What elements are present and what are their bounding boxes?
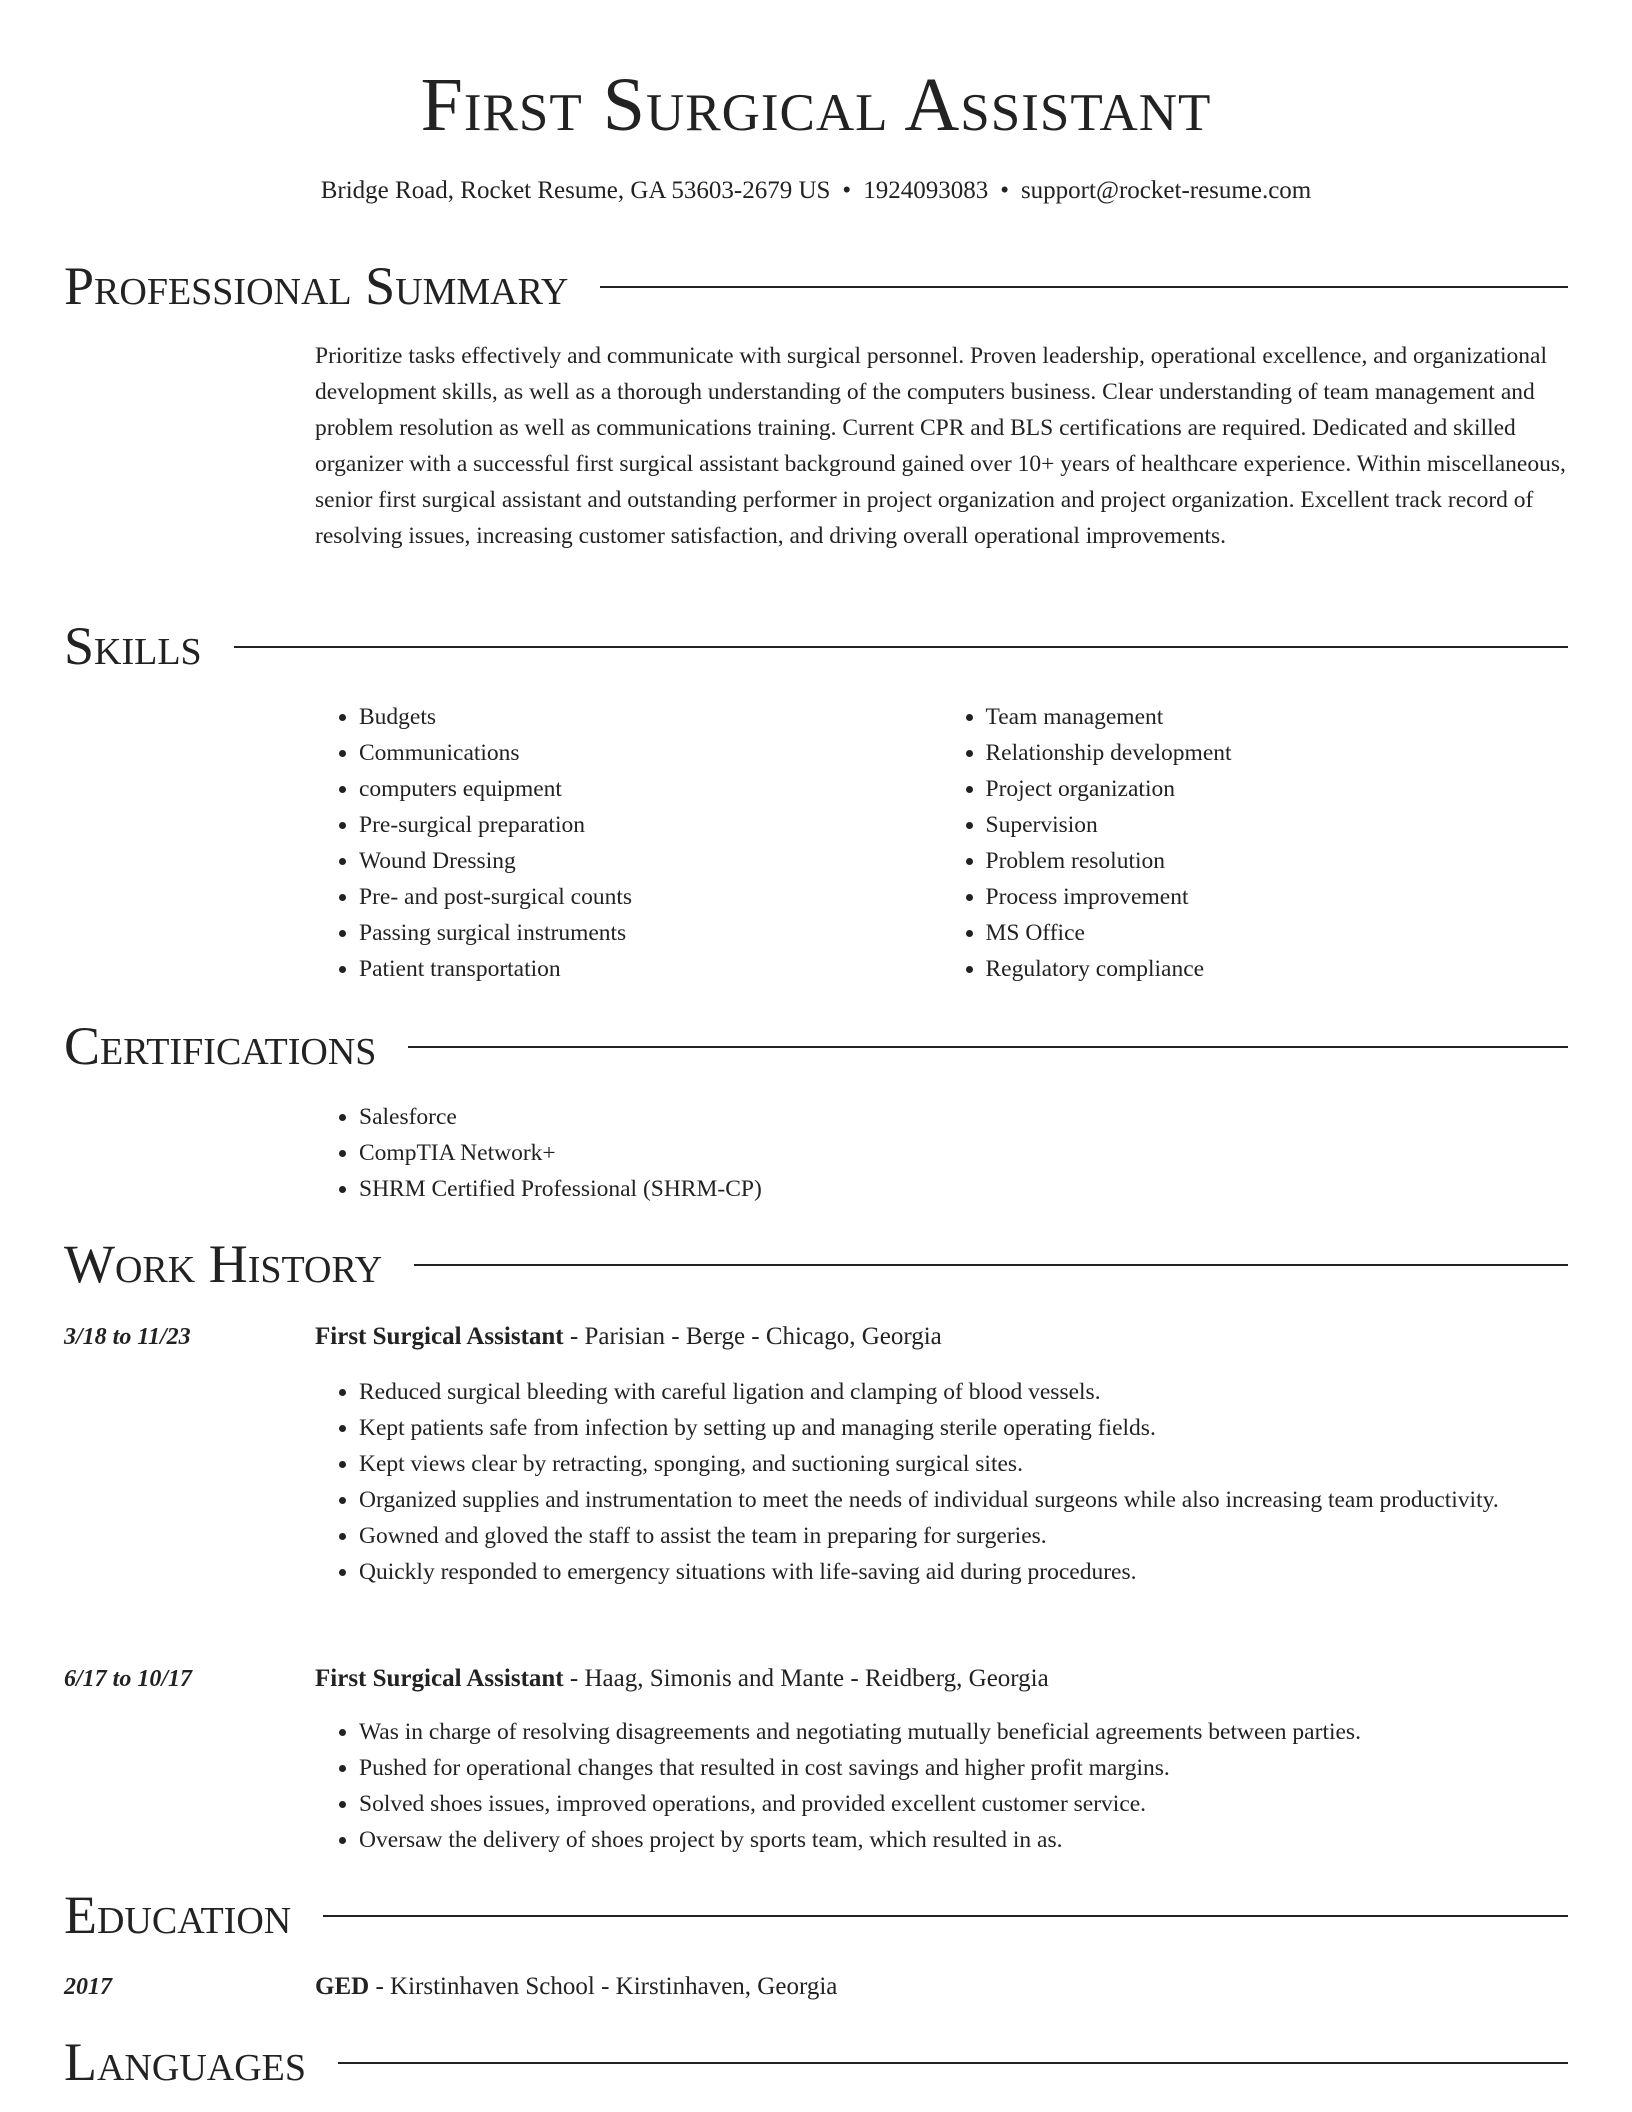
contact-address: Bridge Road, Rocket Resume, GA 53603-2679 US xyxy=(320,177,831,204)
list-item: • Regulatory compliance xyxy=(986,951,1569,987)
work-heading xyxy=(64,1232,1568,1296)
list-item: • Relationship development xyxy=(986,735,1569,771)
list-item: • Project organization xyxy=(986,771,1569,807)
contact-line xyxy=(0,173,1632,209)
education-heading xyxy=(64,1883,1568,1947)
list-item: • Salesforce xyxy=(359,1099,1568,1135)
job-bullets xyxy=(315,1714,1568,1858)
education-year: 2017 xyxy=(64,1974,112,2000)
work-title: Work History xyxy=(64,1234,383,1294)
job-title: First Surgical Assistant xyxy=(315,1323,564,1350)
list-item: • Budgets xyxy=(359,699,942,735)
list-item: • Organized supplies and instrumentation to meet the needs of individual surgeons while also increasing team productivity. xyxy=(359,1482,1568,1518)
skills-heading xyxy=(64,614,1568,678)
resume-name: First Surgical Assistant xyxy=(420,63,1212,147)
list-item: • Pushed for operational changes that resulted in cost savings and higher profit margins. xyxy=(359,1750,1568,1786)
job-dates: 6/17 to 10/17 xyxy=(64,1666,193,1692)
list-item: • Team management xyxy=(986,699,1569,735)
languages-heading xyxy=(64,2030,1568,2094)
skills-column-left xyxy=(315,699,942,987)
certifications-list xyxy=(315,1099,1568,1207)
education-title: Education xyxy=(64,1885,292,1945)
summary-title: Professional Summary xyxy=(64,256,569,316)
section-rule xyxy=(600,286,1568,288)
section-rule xyxy=(323,1915,1568,1917)
job-employer: - Parisian - Berge - Chicago, Georgia xyxy=(563,1323,942,1350)
list-item: • Supervision xyxy=(986,807,1569,843)
list-item: • Oversaw the delivery of shoes project by sports team, which resulted in as. xyxy=(359,1822,1568,1858)
contact-separator: • xyxy=(1000,177,1009,204)
certifications-title: Certifications xyxy=(64,1016,377,1076)
list-item: • Gowned and gloved the staff to assist the team in preparing for surgeries. xyxy=(359,1518,1568,1554)
contact-phone: 1924093083 xyxy=(863,177,989,204)
certifications-heading xyxy=(64,1014,1568,1078)
list-item: • Passing surgical instruments xyxy=(359,915,942,951)
summary-text: Prioritize tasks effectively and communicate with surgical personnel. Proven leadership, operational excellence, and organizational development skills, as well as a thorough understanding of the computers business. Clear understanding of team management and problem resolution as well as communications training. Current CPR and BLS certifications are required. Dedicated and skilled organizer with a successful first surgical assistant background gained over 10+ years of healthcare experience. Within miscellaneous, senior first surgical assistant and outstanding performer in project organization and project organization. Excellent track record of resolving issues, increasing customer satisfaction, and driving overall operational improvements. xyxy=(315,343,1566,549)
education-degree: GED xyxy=(315,1973,370,2000)
list-item: • Quickly responded to emergency situations with life-saving aid during procedures. xyxy=(359,1554,1568,1590)
section-rule xyxy=(234,646,1568,648)
contact-separator: • xyxy=(842,177,852,204)
certifications-list-block xyxy=(315,1099,1568,1207)
list-item: • Process improvement xyxy=(986,879,1569,915)
list-item: • Was in charge of resolving disagreements and negotiating mutually beneficial agreements between parties. xyxy=(359,1714,1568,1750)
job-bullets-block xyxy=(315,1714,1568,1858)
list-item: • SHRM Certified Professional (SHRM-CP) xyxy=(359,1171,1568,1207)
education-line xyxy=(315,1969,1568,2005)
list-item: • Solved shoes issues, improved operations, and provided excellent customer service. xyxy=(359,1786,1568,1822)
job-bullets xyxy=(315,1374,1568,1590)
job-employer: - Haag, Simonis and Mante - Reidberg, Georgia xyxy=(563,1665,1049,1692)
skills-title: Skills xyxy=(64,616,202,676)
languages-title: Languages xyxy=(64,2032,306,2092)
contact-email: support@rocket-resume.com xyxy=(1020,177,1312,204)
job-bullets-block xyxy=(315,1374,1568,1590)
section-rule xyxy=(414,1264,1568,1266)
list-item: • Communications xyxy=(359,735,942,771)
education-school: - Kirstinhaven School - Kirstinhaven, Georgia xyxy=(369,1973,838,2000)
section-rule xyxy=(408,1046,1568,1048)
list-item: • Pre- and post-surgical counts xyxy=(359,879,942,915)
list-item: • Problem resolution xyxy=(986,843,1569,879)
list-item: • Pre-surgical preparation xyxy=(359,807,942,843)
list-item: • computers equipment xyxy=(359,771,942,807)
list-item: • CompTIA Network+ xyxy=(359,1135,1568,1171)
skills-column-right xyxy=(942,699,1569,987)
summary-heading xyxy=(64,254,1568,318)
list-item: • Patient transportation xyxy=(359,951,942,987)
list-item: • MS Office xyxy=(986,915,1569,951)
job-dates: 3/18 to 11/23 xyxy=(64,1324,191,1350)
job-title: First Surgical Assistant xyxy=(315,1665,564,1692)
list-item: • Wound Dressing xyxy=(359,843,942,879)
job-title-line xyxy=(315,1319,1568,1355)
list-item: • Kept views clear by retracting, sponging, and suctioning surgical sites. xyxy=(359,1446,1568,1482)
list-item: • Kept patients safe from infection by setting up and managing sterile operating fields. xyxy=(359,1410,1568,1446)
skills-list xyxy=(315,699,1568,987)
section-rule xyxy=(338,2062,1568,2064)
job-title-line xyxy=(315,1661,1568,1697)
list-item: • Reduced surgical bleeding with careful ligation and clamping of blood vessels. xyxy=(359,1374,1568,1410)
